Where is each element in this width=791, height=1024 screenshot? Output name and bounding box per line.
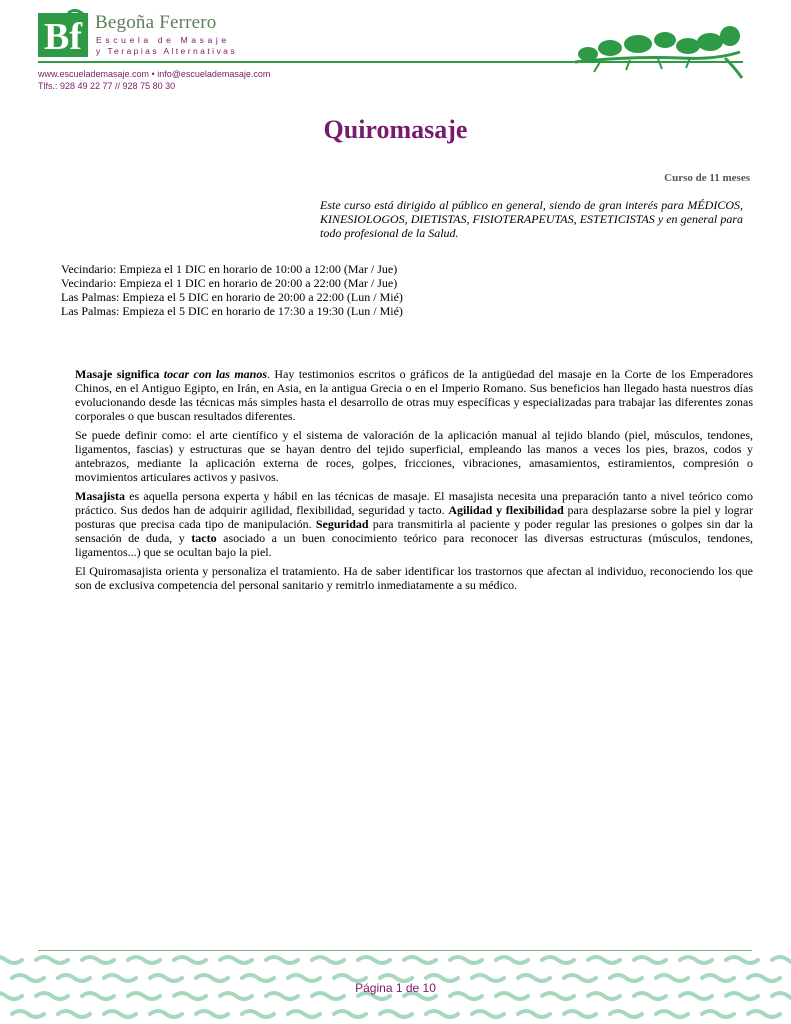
- wave-stroke: [196, 1011, 228, 1017]
- intro-paragraph: Este curso está dirigido al público en general, siendo de gran interés para MÉDICOS, KINESIOLOGOS, DIETISTAS, FISIOTERAPEUTAS, ESTETICISTAS y en general para todo profesional de la Salud.: [320, 198, 743, 240]
- body-text: [75, 367, 753, 597]
- wave-stroke: [634, 957, 666, 963]
- bold-term: Masajista: [75, 489, 125, 503]
- wave-stroke: [358, 957, 390, 963]
- paragraph-masajista: [75, 489, 753, 559]
- leaves-branch-icon: [570, 22, 745, 80]
- brand-subtitle-line2: y Terapias Alternativas: [96, 46, 238, 56]
- wave-stroke: [426, 1011, 458, 1017]
- wave-stroke: [0, 957, 22, 963]
- wave-stroke: [266, 957, 298, 963]
- bold-term: Seguridad: [315, 517, 369, 531]
- wave-stroke: [288, 1011, 320, 1017]
- wave-stroke: [450, 957, 482, 963]
- wave-stroke: [220, 957, 252, 963]
- bold-term: Agilidad y flexibilidad: [448, 503, 564, 517]
- wave-stroke: [36, 957, 68, 963]
- course-duration: Curso de 11 meses: [664, 172, 750, 184]
- wave-stroke: [610, 1011, 642, 1017]
- paragraph-text: asociado a un buen conocimiento teórico para reconocer las diversas estructuras (músculos, tendones, ligamentos...) que se ocultan bajo la piel.: [75, 531, 753, 559]
- paragraph-masaje: [75, 367, 753, 423]
- wave-stroke: [518, 1011, 550, 1017]
- logo-letters: Bf: [44, 16, 82, 57]
- logo-icon: [38, 9, 88, 57]
- wave-stroke: [472, 1011, 504, 1017]
- brand-name: Begoña Ferrero: [95, 12, 217, 33]
- wave-stroke: [380, 1011, 412, 1017]
- paragraph-text: para desplazarse sobre la piel y lograr posturas que precisa cada tipo de manipulación.: [75, 503, 753, 531]
- wave-stroke: [772, 957, 791, 963]
- wave-stroke: [12, 1011, 44, 1017]
- wave-stroke: [726, 957, 758, 963]
- paragraph-text: es aquella persona experta y hábil en las técnicas de masaje. El masajista necesita una preparación tanto a nivel teórico como práctico. Sus dedos han de adquirir agilidad, flexibilidad, seguridad y tacto.: [75, 489, 753, 517]
- paragraph-text: . Hay testimonios escritos o gráficos de la antigüedad del masaje en la Corte de los Emperadores Chinos, en el Antiguo Egipto, en Irán, en Asia, en la antigua Grecia o en el Imperio Romano. Sus beneficios han llegado hasta nuestros días evolucionando desde las técnicas más simples hasta el desarrollo de otras muy específicas y especializadas para trabajar las diferentes zonas corporales o que buscan resultados diferentes.: [75, 367, 753, 423]
- wave-stroke: [404, 957, 436, 963]
- wave-stroke: [128, 957, 160, 963]
- wave-stroke: [680, 957, 712, 963]
- wave-stroke: [564, 1011, 596, 1017]
- paragraph-definicion: Se puede definir como: el arte científico y el sistema de valoración de la aplicación manual al tejido blando (piel, músculos, tendones, ligamentos, fascias) y estructuras que se hayan dentro del tejido superficial, empleando las manos a veces los pies, brazos, codos y antebrazos, mediante la aplicación externa de roces, golpes, fricciones, vibraciones, amasamientos, estiramientos, compresión o movimientos articulares activos y pasivos.: [75, 428, 753, 484]
- paragraph-text: para transmitirla al paciente y poder regular las presiones o golpes sin dar la sensación de duda, y: [75, 517, 753, 545]
- wave-stroke: [242, 1011, 274, 1017]
- wave-stroke: [334, 1011, 366, 1017]
- wave-stroke: [656, 1011, 688, 1017]
- contact-phones: Tlfs.: 928 49 22 77 // 928 75 80 30: [38, 81, 176, 91]
- wave-stroke: [104, 1011, 136, 1017]
- schedule-item: Las Palmas: Empieza el 5 DIC en horario de 20:00 a 22:00 (Lun / Mié): [61, 290, 403, 304]
- wave-stroke: [82, 957, 114, 963]
- schedule-list: [61, 262, 403, 318]
- wave-stroke: [748, 1011, 780, 1017]
- page-title: Quiromasaje: [323, 115, 468, 144]
- schedule-item: Vecindario: Empieza el 1 DIC en horario de 20:00 a 22:00 (Mar / Jue): [61, 276, 398, 290]
- bold-italic-term: tocar con las manos: [163, 367, 268, 381]
- wave-stroke: [542, 957, 574, 963]
- bold-term: tacto: [191, 531, 217, 545]
- page-number: Página 1 de 10: [355, 981, 436, 995]
- wave-stroke: [312, 957, 344, 963]
- bold-term: Masaje significa: [75, 367, 160, 381]
- wave-stroke: [702, 1011, 734, 1017]
- contact-website-email: www.escuelademasaje.com • info@escuelademasaje.com: [38, 69, 271, 79]
- wave-stroke: [588, 957, 620, 963]
- wave-stroke: [58, 1011, 90, 1017]
- schedule-item: Vecindario: Empieza el 1 DIC en horario de 10:00 a 12:00 (Mar / Jue): [61, 262, 398, 276]
- brand-subtitle-line1: Escuela de Masaje: [96, 35, 230, 45]
- schedule-item: Las Palmas: Empieza el 5 DIC en horario de 17:30 a 19:30 (Lun / Mié): [61, 304, 403, 318]
- paragraph-quiromasajista: El Quiromasajista orienta y personaliza el tratamiento. Ha de saber identificar los trastornos que afectan al individuo, reconociendo los que son de exclusiva competencia del personal sanitario y remitrlo inmediatamente a su médico.: [75, 564, 753, 592]
- wave-stroke: [496, 957, 528, 963]
- wave-stroke: [174, 957, 206, 963]
- wave-stroke: [150, 1011, 182, 1017]
